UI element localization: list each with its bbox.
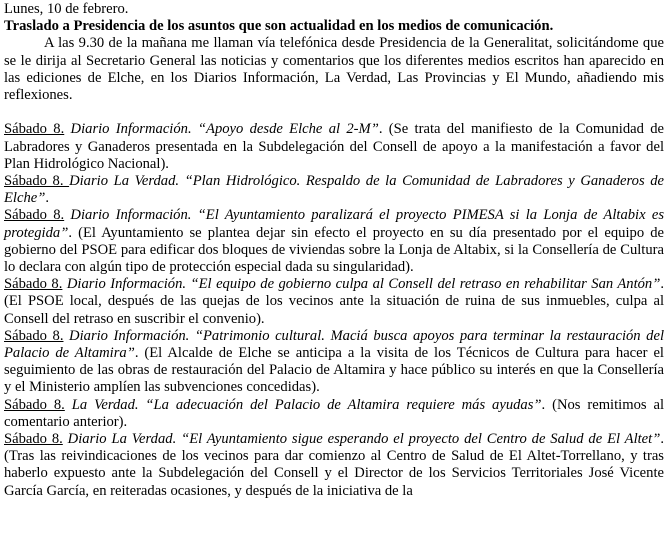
entry-comment: . (Se trata del manifiesto de la Comunidad de Labradores y Ganaderos presentada en la Subdelegación del Consell de apoyo a la manifestación a favor del Plan Hidrológico Nacional). (4, 121, 664, 172)
entry-day: Sábado 8. (4, 207, 65, 224)
entry-day: Sábado 8. (4, 431, 63, 448)
news-entry (4, 397, 664, 431)
entry-comment: . (45, 190, 49, 207)
intro-paragraph: A las 9.30 de la mañana me llaman vía telefónica desde Presidencia de la Generalitat, solicitándome que se le dirija al Secretario General las noticias y comentarios que los diferentes medios escritos han aparecido en las ediciones de Elche, en los Diarios Información, La Verdad, Las Provincias y El Mundo, añadiendo mis reflexiones. (4, 35, 664, 104)
entry-day: Sábado 8. (4, 396, 65, 413)
news-entry (4, 173, 664, 207)
entry-comment: . (El PSOE local, después de las quejas de los vecinos ante la situación de ruina de sus inmuebles, culpa al Consell del retraso en suscribir el convenio). (4, 276, 664, 327)
news-entry (4, 328, 664, 397)
entry-source-title: Diario La Verdad. “El Ayuntamiento sigue esperando el proyecto del Centro de Salud de El Altet” (62, 431, 661, 448)
news-entry (4, 431, 664, 500)
section-heading: Traslado a Presidencia de los asuntos que son actualidad en los medios de comunicación. (4, 18, 554, 35)
entry-source-title: Diario Información. “Apoyo desde Elche al 2-M” (64, 121, 379, 138)
paragraph-gap (4, 104, 664, 121)
entry-comment: . (Tras las reivindicaciones de los vecinos para dar comienzo al Centro de Salud de El Altet-Torrellano, y tras haberlo expuesto ante la Subdelegación del Consell y el Director de los Servicios Territoriales José Vicente García García, en reiteradas ocasiones, y después de la iniciativa de la (4, 431, 664, 499)
entry-comment: . (El Alcalde de Elche se anticipa a la visita de los Técnicos de Cultura para hacer el seguimiento de las obras de restauración del Palacio de Altamira y hace público su interés en que la Consellería y el Ministerio amplíen las subvenciones concedidas). (4, 345, 664, 396)
entry-source-title: Diario La Verdad. “Plan Hidrológico. Respaldo de la Comunidad de Labradores y Ganaderos de Elche” (4, 173, 664, 207)
entry-day: Sábado 8. (4, 276, 63, 293)
entry-source-title: La Verdad. “La adecuación del Palacio de Altamira requiere más ayudas” (64, 396, 542, 413)
entry-comment: . (Nos remitimos al comentario anterior). (4, 396, 664, 430)
news-entry (4, 121, 664, 173)
entry-source-title: Diario Información. “El equipo de gobierno culpa al Consell del retraso en rehabilitar San Antón” (62, 276, 661, 293)
date-line: Lunes, 10 de febrero. (4, 1, 129, 17)
entry-day: Sábado 8. (4, 327, 64, 344)
news-entry (4, 276, 664, 328)
news-entry (4, 207, 664, 276)
entry-day: Sábado 8. (4, 121, 65, 138)
entry-comment: . (El Ayuntamiento se plantea dejar sin efecto el proyecto en su día presentado por el equipo de gobierno del PSOE para edificar dos bloques de viviendas sobre la Lonja de Altabix, si la Consellería de Cultura lo declara con algún tipo de protección especial dada su singularidad). (4, 224, 664, 276)
entry-source-title: Diario Información. “Patrimonio cultural. Maciá busca apoyos para terminar la restauración del Palacio de Altamira” (4, 327, 664, 362)
entry-day: Sábado 8. (4, 173, 70, 190)
entry-source-title: Diario Información. “El Ayuntamiento paralizará el proyecto PIMESA si la Lonja de Altabix es protegida” (4, 207, 664, 241)
